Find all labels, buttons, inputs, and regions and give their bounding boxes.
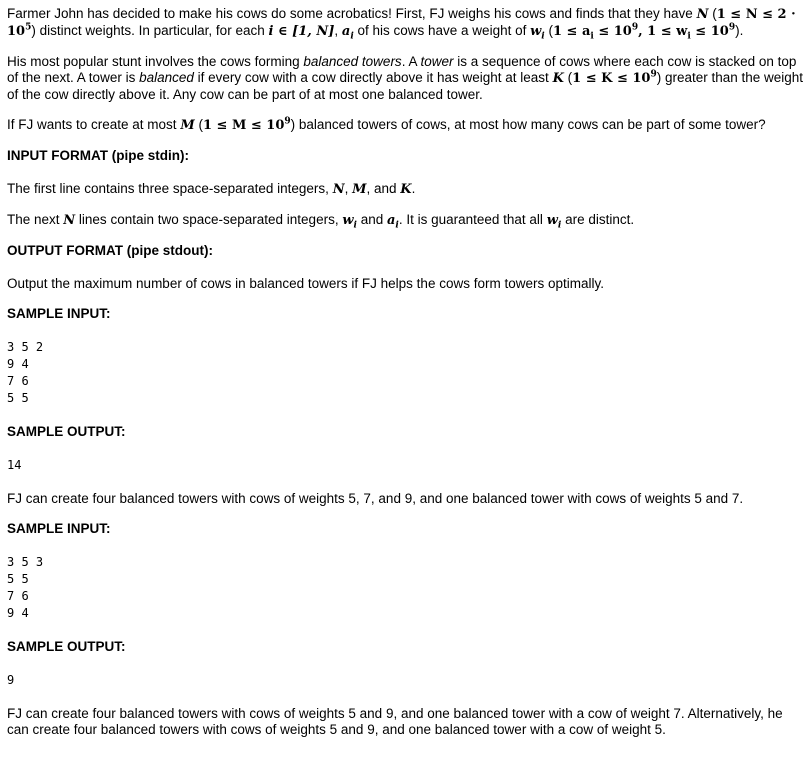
text: ) balanced towers of cows, at most how many cows can be part of some tower? xyxy=(290,117,766,132)
math-text: a xyxy=(386,213,396,228)
sample-input-1: 3 5 2 9 4 7 6 5 5 xyxy=(7,340,44,405)
math-text: w xyxy=(342,213,354,228)
math-m: M xyxy=(180,118,195,133)
math-text: 1 ≤ M ≤ 10 xyxy=(202,118,285,133)
sample-input-1-heading: SAMPLE INPUT: xyxy=(7,306,111,321)
input-format-heading: INPUT FORMAT (pipe stdin): xyxy=(7,148,189,163)
math-text: w xyxy=(546,213,558,228)
input-line1-paragraph xyxy=(7,181,807,198)
text: and xyxy=(356,212,387,227)
text: ) greater than the weight of the cow directly above it. Any cow can be part of at most one balanced tower. xyxy=(7,70,804,102)
sample-output-1: 14 xyxy=(7,458,22,472)
math-ai xyxy=(341,24,354,42)
question-paragraph xyxy=(7,117,807,134)
text: ( xyxy=(194,117,203,132)
math-text: , 1 ≤ w xyxy=(638,24,688,39)
text: ( xyxy=(563,70,573,85)
input-lines-paragraph xyxy=(7,212,807,229)
text: His most popular stunt involves the cows forming xyxy=(7,54,304,69)
text: , and xyxy=(366,181,401,196)
math-text: ≤ 10 xyxy=(593,24,632,39)
math-k: K xyxy=(400,182,412,197)
math-sup: 5 xyxy=(25,22,32,33)
math-k-range xyxy=(572,71,657,86)
stunt-paragraph xyxy=(7,54,807,103)
text: if every cow with a cow directly above it has weight at least xyxy=(193,70,553,85)
math-n: N xyxy=(63,213,76,228)
math-n: N xyxy=(332,182,345,197)
math-sub: i xyxy=(590,31,594,42)
intro-paragraph xyxy=(7,6,807,40)
emphasis: balanced towers xyxy=(303,54,402,69)
text: . A xyxy=(401,54,421,69)
sample-output-2-heading: SAMPLE OUTPUT: xyxy=(7,639,126,654)
math-m-range xyxy=(203,118,291,133)
text: ) distinct weights. In particular, for each xyxy=(31,23,269,38)
text: ). xyxy=(735,23,744,38)
text: Farmer John has decided to make his cows do some acrobatics! First, FJ weighs his cows and finds that they have xyxy=(7,6,697,21)
emphasis: tower xyxy=(420,54,454,69)
math-text: 1 ≤ a xyxy=(552,24,591,39)
emphasis: balanced xyxy=(139,70,194,85)
math-ai xyxy=(386,213,399,231)
output-paragraph: Output the maximum number of cows in balanced towers if FJ helps the cows form towers optimally. xyxy=(7,276,604,291)
math-text: ≤ 10 xyxy=(690,24,729,39)
math-sub: i xyxy=(395,220,399,231)
sample-input-2: 3 5 3 5 5 7 6 9 4 xyxy=(7,555,44,620)
math-wi xyxy=(546,213,562,231)
math-wi xyxy=(530,24,545,42)
text: are distinct. xyxy=(561,212,635,227)
math-n: N xyxy=(696,7,709,22)
text: If FJ wants to create at most xyxy=(7,117,181,132)
text: lines contain two space-separated integers, xyxy=(75,212,343,227)
math-text: 1 ≤ N ≤ 2 · 10 xyxy=(7,7,796,39)
text: is a sequence of cows where each cow is stacked on top of the next. A tower is xyxy=(7,54,797,85)
text: ( xyxy=(544,23,553,38)
math-wi xyxy=(342,213,357,231)
math-sup: 9 xyxy=(650,69,657,80)
math-text: w xyxy=(530,24,542,39)
math-sub: i xyxy=(541,31,545,42)
text: . xyxy=(411,181,416,196)
text: The next xyxy=(7,212,64,227)
output-format-heading: OUTPUT FORMAT (pipe stdout): xyxy=(7,243,213,258)
sample-1-explanation: FJ can create four balanced towers with cows of weights 5, 7, and 9, and one balanced tower with cows of weights 5 and 7. xyxy=(7,491,744,506)
text: , xyxy=(334,23,342,38)
text: of his cows have a weight of xyxy=(353,23,531,38)
math-sup: 9 xyxy=(728,22,736,33)
sample-input-2-heading: SAMPLE INPUT: xyxy=(7,521,111,536)
math-sup: 9 xyxy=(631,22,639,33)
math-sup: 9 xyxy=(284,116,291,127)
math-i-range: i ∈ [1, N] xyxy=(268,24,335,39)
sample-output-1-heading: SAMPLE OUTPUT: xyxy=(7,424,126,439)
math-sub: i xyxy=(350,31,354,42)
text: , xyxy=(344,181,353,196)
math-sub: i xyxy=(687,31,691,42)
math-sub: i xyxy=(557,220,562,231)
math-weight-range xyxy=(552,22,736,42)
math-sub: i xyxy=(353,220,357,231)
sample-output-2: 9 xyxy=(7,673,15,687)
text: . It is guaranteed that all xyxy=(398,212,547,227)
math-k: K xyxy=(552,71,564,86)
text: ( xyxy=(708,6,717,21)
math-text: 1 ≤ K ≤ 10 xyxy=(572,71,651,86)
text: The first line contains three space-separated integers, xyxy=(7,181,333,196)
math-text: a xyxy=(341,24,351,39)
sample-2-explanation: FJ can create four balanced towers with cows of weights 5 and 9, and one balanced tower with a cow of weight 7. Alternatively, he can create four balanced towers with cows of weights 5 and 9, and one balanced tower with a cow of weight 5. xyxy=(7,706,783,737)
math-m: M xyxy=(352,182,367,197)
